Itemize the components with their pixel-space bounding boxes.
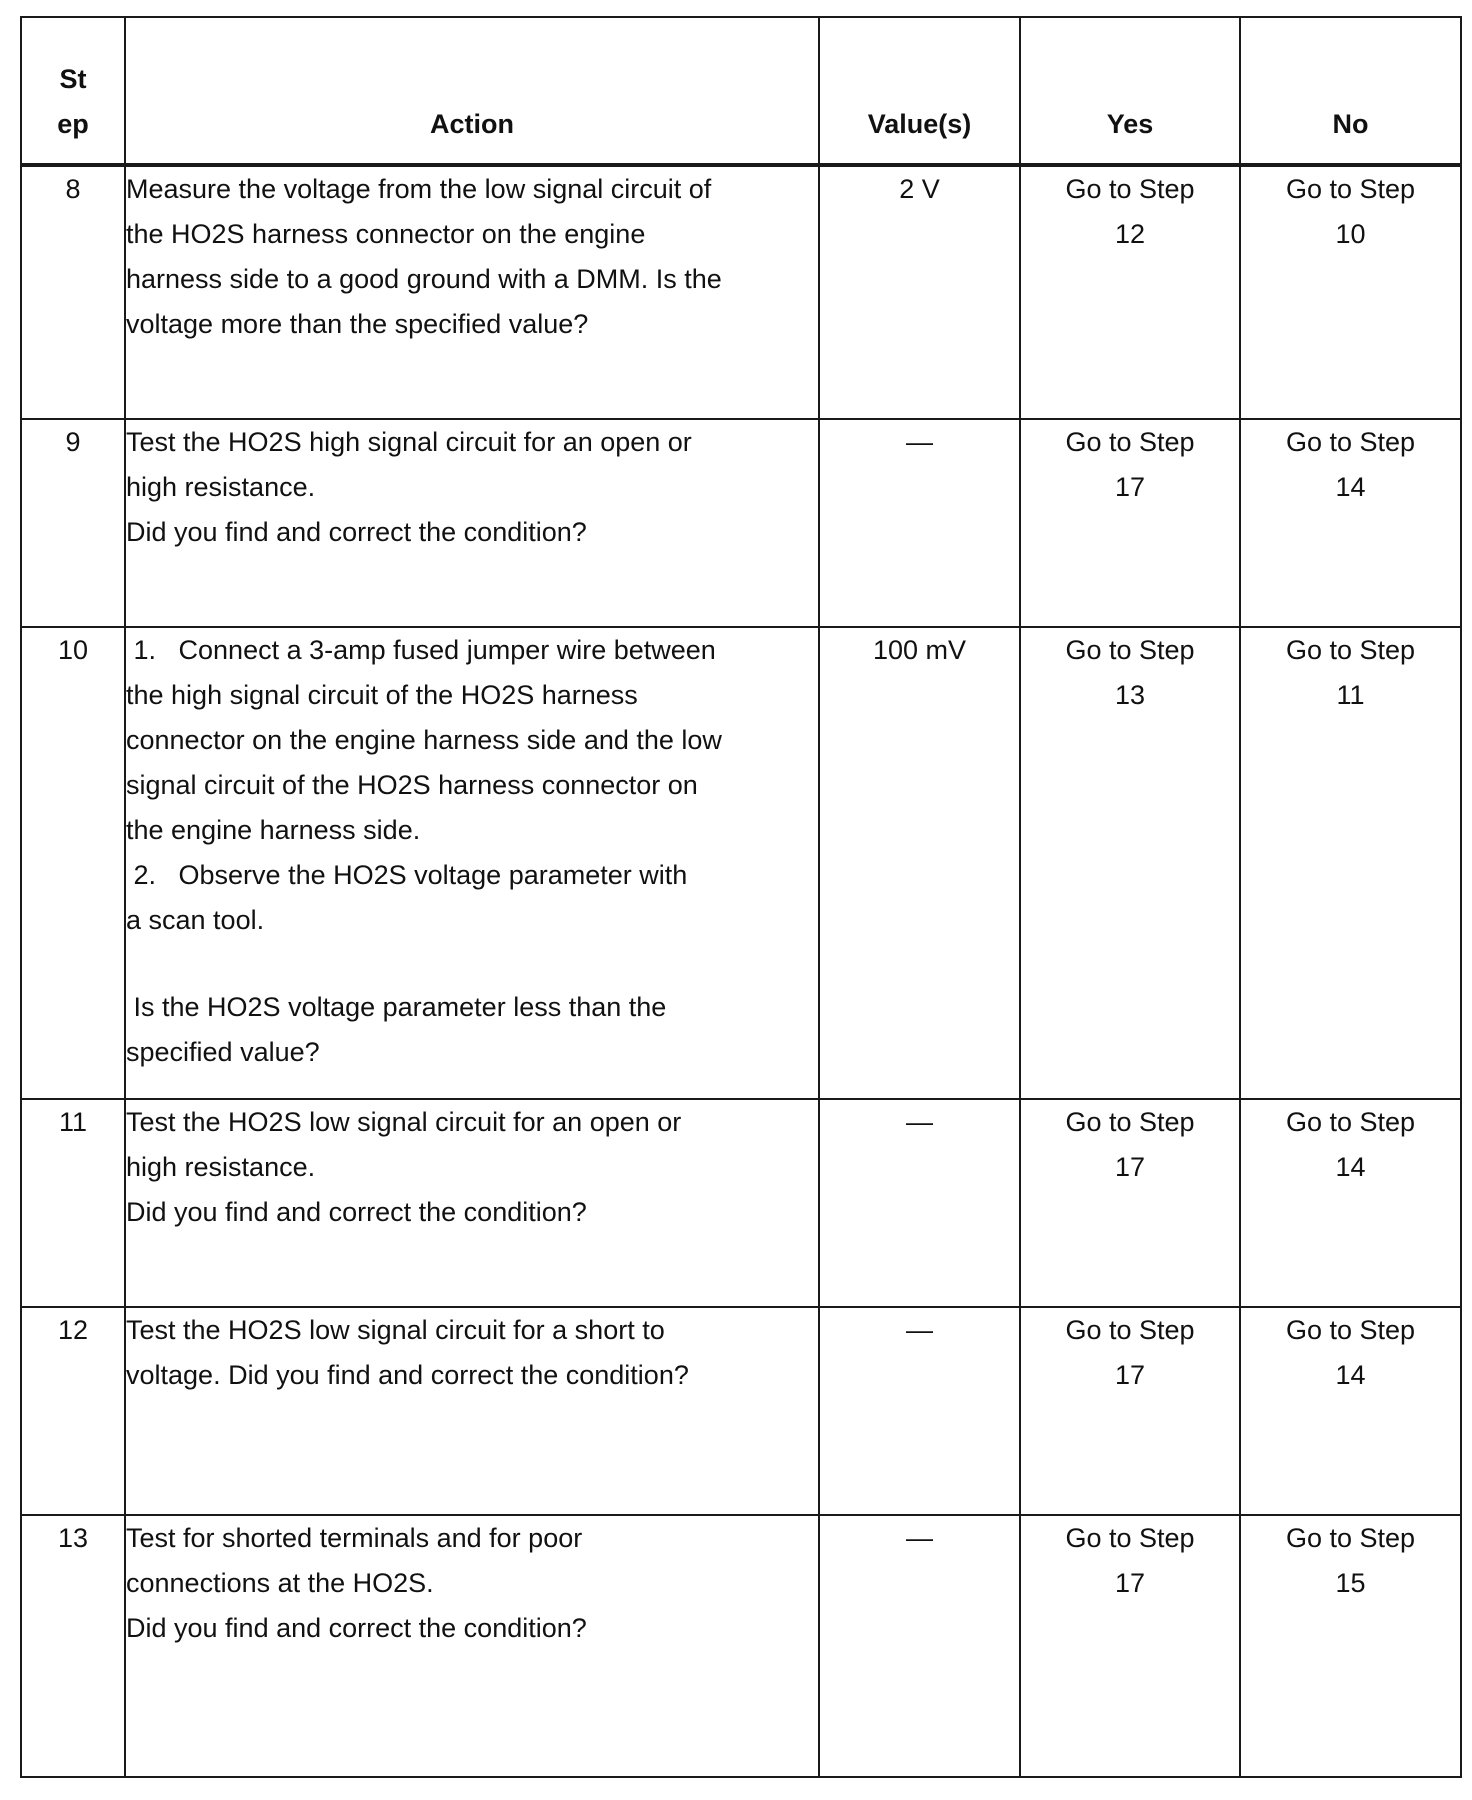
header-values: Value(s) — [819, 17, 1020, 165]
action-cell — [125, 1515, 819, 1777]
yes-cell — [1020, 1099, 1240, 1307]
step-number: 11 — [21, 1099, 125, 1307]
no-target-step: 15 — [1335, 1568, 1366, 1598]
action-line: Is the HO2S voltage parameter less than the — [126, 992, 667, 1022]
action-cell — [125, 627, 819, 1099]
action-line: Did you find and correct the condition? — [126, 1613, 587, 1643]
action-line: specified value? — [126, 1037, 320, 1067]
step-number: 9 — [21, 419, 125, 627]
yes-go-to-label: Go to Step — [1065, 1523, 1195, 1553]
action-line: 2. Observe the HO2S voltage parameter with — [126, 860, 688, 890]
yes-target-step: 13 — [1114, 680, 1146, 710]
yes-go-to-label: Go to Step — [1065, 1315, 1195, 1345]
no-go-to-label: Go to Step — [1285, 1107, 1416, 1137]
yes-go-to-label: Go to Step — [1065, 427, 1195, 457]
yes-go-to-label: Go to Step — [1065, 1107, 1195, 1137]
yes-go-to-label: Go to Step — [1065, 635, 1195, 665]
action-line: 1. Connect a 3-amp fused jumper wire between — [126, 635, 716, 665]
value-cell: 100 mV — [819, 627, 1020, 1099]
yes-cell — [1020, 1307, 1240, 1515]
header-yes: Yes — [1020, 17, 1240, 165]
action-line: Did you find and correct the condition? — [126, 1197, 587, 1227]
no-cell — [1240, 1515, 1461, 1777]
yes-cell — [1020, 419, 1240, 627]
action-line: high resistance. — [126, 1152, 316, 1182]
yes-cell — [1020, 1515, 1240, 1777]
table-row — [21, 627, 1461, 1099]
action-line: Test for shorted terminals and for poor — [126, 1523, 583, 1553]
header-step-line1: St — [59, 64, 87, 94]
action-cell — [125, 1307, 819, 1515]
no-cell — [1240, 419, 1461, 627]
header-step — [21, 17, 125, 165]
no-target-step: 10 — [1335, 219, 1366, 249]
step-number: 8 — [21, 165, 125, 419]
action-line: connections at the HO2S. — [126, 1568, 434, 1598]
no-target-step: 11 — [1336, 680, 1365, 710]
value-cell: 2 V — [819, 165, 1020, 419]
action-line: harness side to a good ground with a DMM. Is the — [126, 264, 722, 294]
action-cell — [125, 165, 819, 419]
no-target-step: 14 — [1335, 472, 1366, 502]
table-row — [21, 1099, 1461, 1307]
action-line: the high signal circuit of the HO2S harness — [126, 680, 638, 710]
action-cell — [125, 1099, 819, 1307]
no-go-to-label: Go to Step — [1285, 427, 1416, 457]
step-number: 13 — [21, 1515, 125, 1777]
yes-target-step: 17 — [1114, 1152, 1146, 1182]
table-row — [21, 1515, 1461, 1777]
header-action: Action — [125, 17, 819, 165]
no-cell — [1240, 1099, 1461, 1307]
action-line: voltage. Did you find and correct the condition? — [126, 1360, 689, 1390]
header-step-line2: ep — [57, 109, 89, 139]
value-cell: — — [819, 1307, 1020, 1515]
yes-target-step: 17 — [1114, 472, 1146, 502]
no-go-to-label: Go to Step — [1285, 1523, 1416, 1553]
yes-cell — [1020, 627, 1240, 1099]
yes-go-to-label: Go to Step — [1065, 174, 1195, 204]
yes-target-step: 17 — [1114, 1568, 1146, 1598]
yes-cell — [1020, 165, 1240, 419]
no-cell — [1240, 627, 1461, 1099]
action-line: Did you find and correct the condition? — [126, 517, 587, 547]
header-no: No — [1240, 17, 1461, 165]
table-row — [21, 1307, 1461, 1515]
action-line: Test the HO2S low signal circuit for a short to — [126, 1315, 665, 1345]
diagnostic-table — [20, 16, 1462, 1778]
action-line: signal circuit of the HO2S harness connector on — [126, 770, 698, 800]
action-line — [126, 943, 818, 985]
value-cell: — — [819, 1099, 1020, 1307]
yes-target-step: 12 — [1114, 219, 1146, 249]
no-go-to-label: Go to Step — [1285, 1315, 1416, 1345]
action-line: Test the HO2S high signal circuit for an open or — [126, 427, 692, 457]
value-cell: — — [819, 419, 1020, 627]
action-line: Measure the voltage from the low signal circuit of — [126, 174, 712, 204]
action-line: the HO2S harness connector on the engine — [126, 219, 646, 249]
action-line: high resistance. — [126, 472, 316, 502]
step-number: 10 — [21, 627, 125, 1099]
action-line: voltage more than the specified value? — [126, 309, 589, 339]
table-row — [21, 419, 1461, 627]
no-target-step: 14 — [1335, 1360, 1366, 1390]
step-number: 12 — [21, 1307, 125, 1515]
action-line: connector on the engine harness side and the low — [126, 725, 722, 755]
header-row — [21, 17, 1461, 165]
table-row — [21, 165, 1461, 419]
no-cell — [1240, 1307, 1461, 1515]
no-go-to-label: Go to Step — [1285, 174, 1416, 204]
no-cell — [1240, 165, 1461, 419]
value-cell: — — [819, 1515, 1020, 1777]
action-line: a scan tool. — [126, 905, 265, 935]
no-target-step: 14 — [1335, 1152, 1366, 1182]
action-cell — [125, 419, 819, 627]
no-go-to-label: Go to Step — [1285, 635, 1416, 665]
action-line: the engine harness side. — [126, 815, 421, 845]
action-line: Test the HO2S low signal circuit for an open or — [126, 1107, 682, 1137]
yes-target-step: 17 — [1114, 1360, 1146, 1390]
